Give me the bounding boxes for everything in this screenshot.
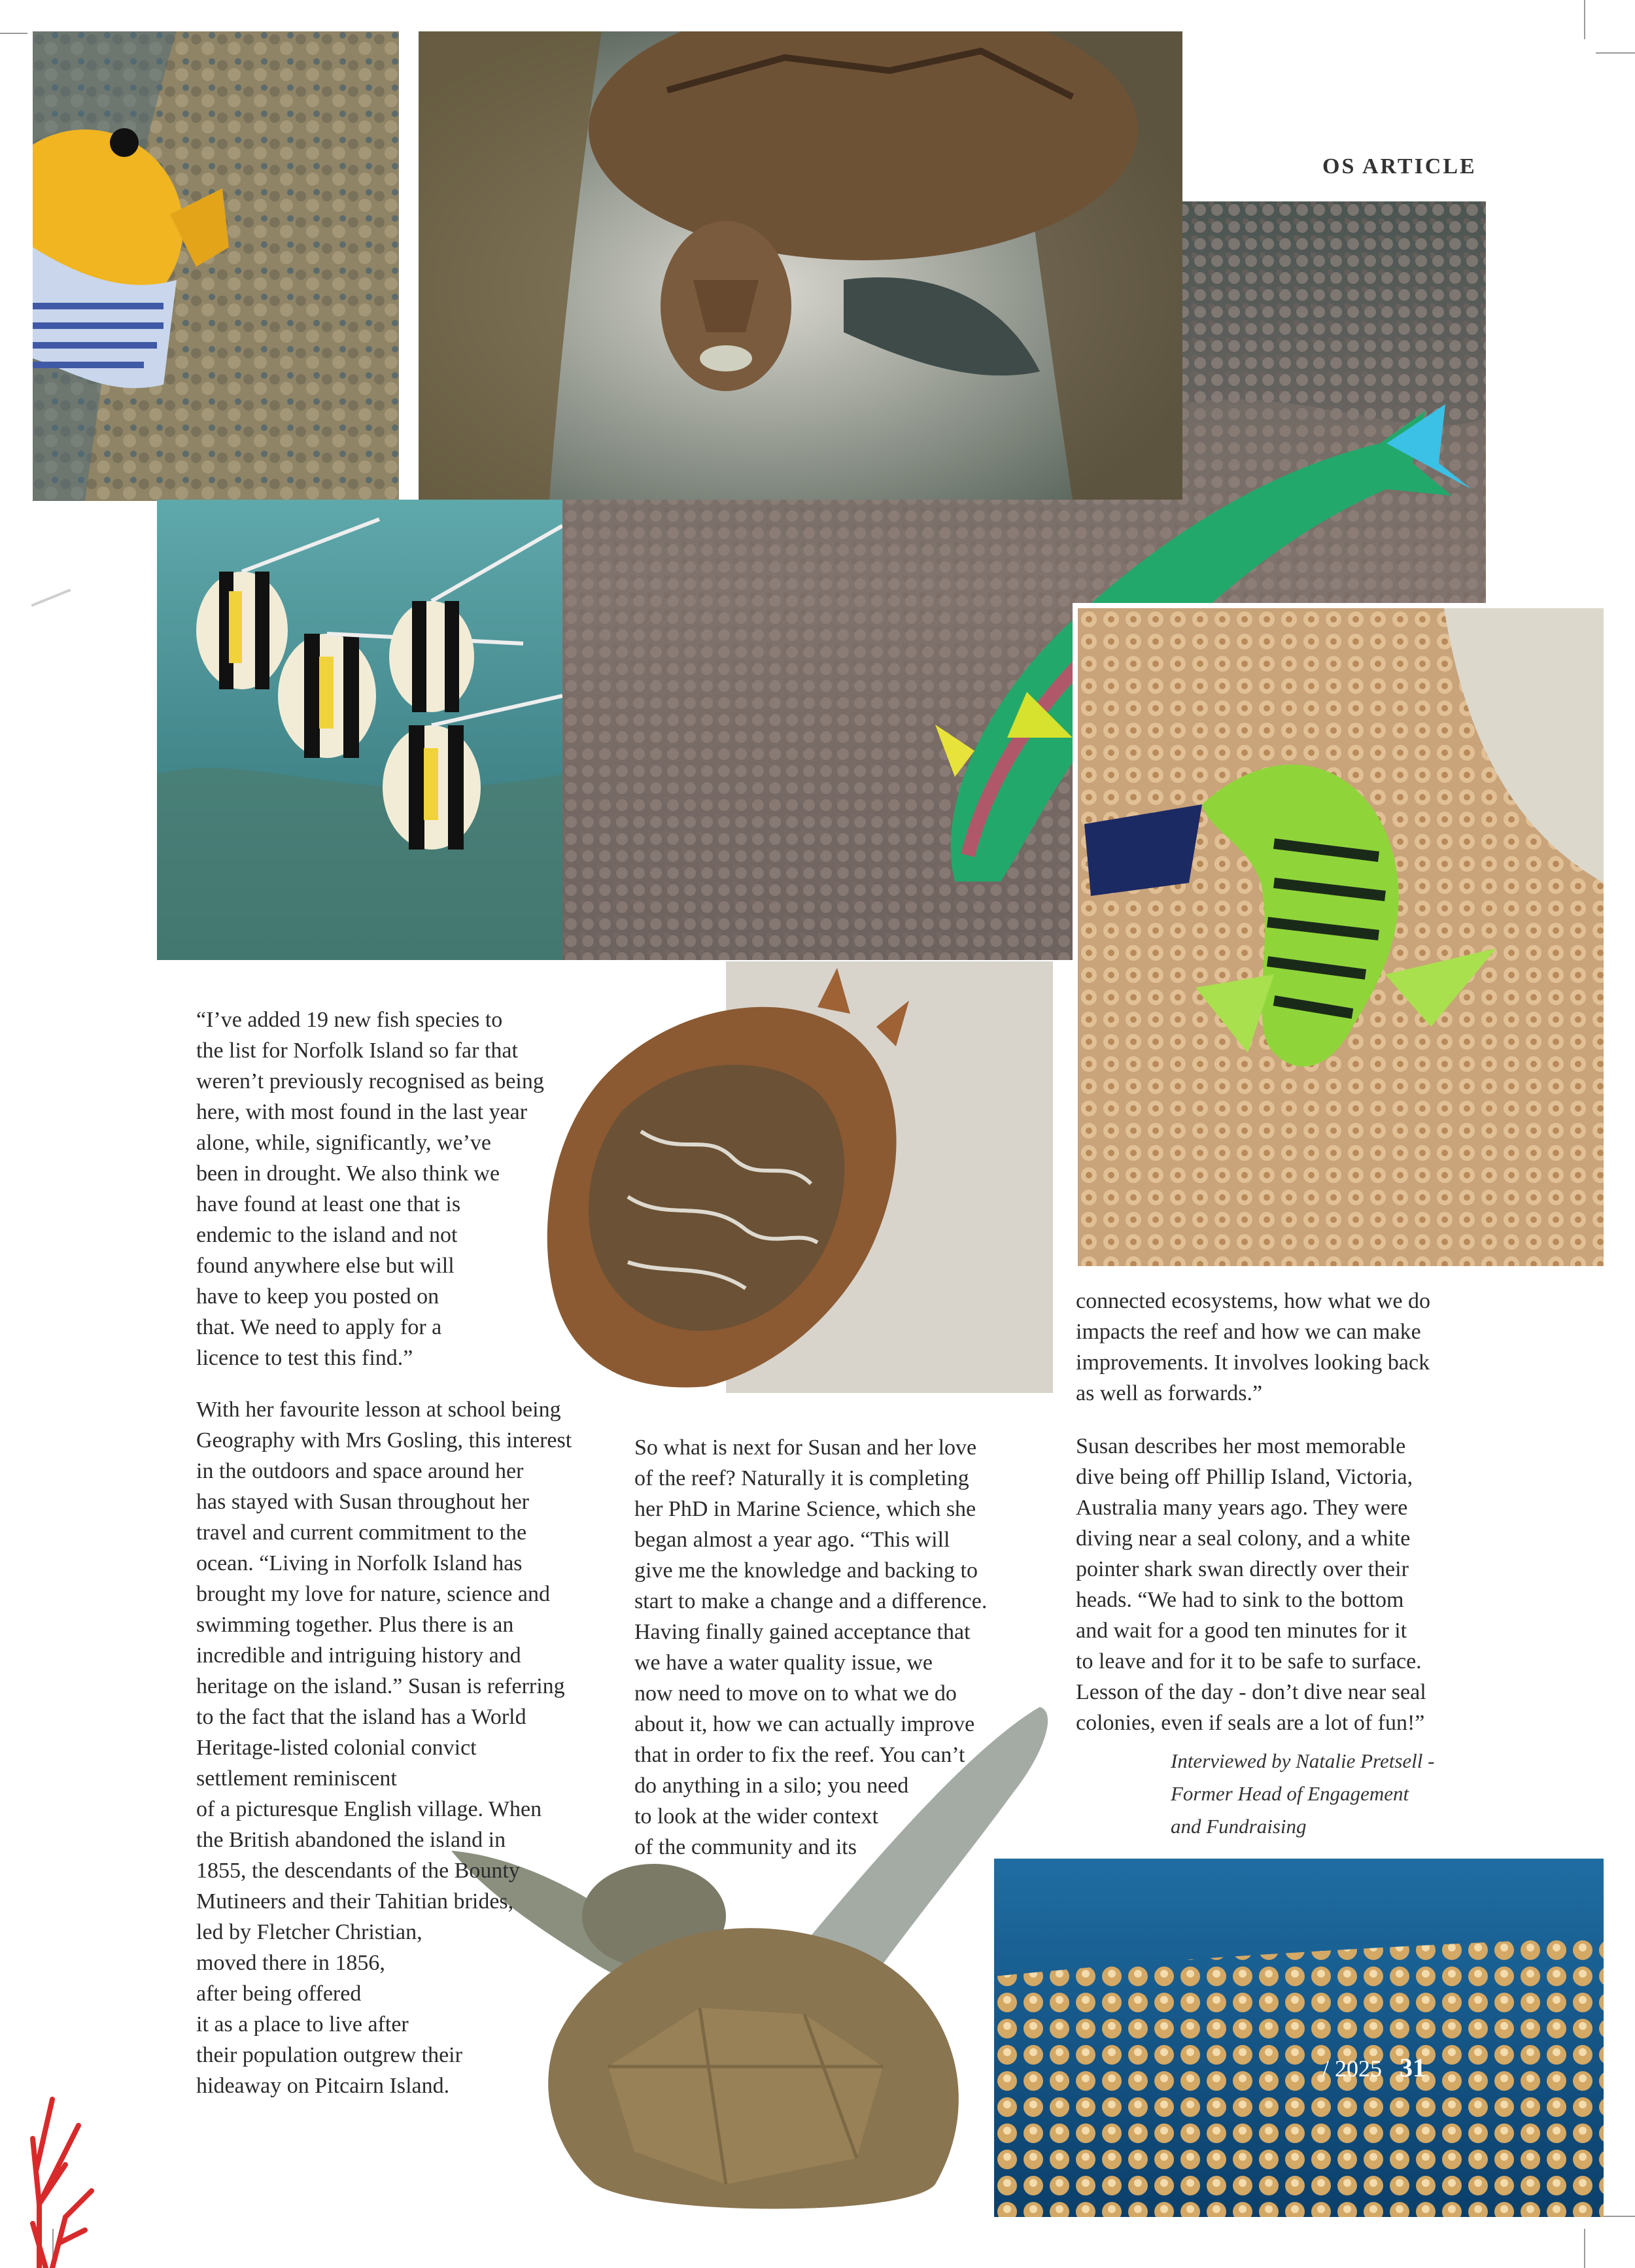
- text-line: that in order to fix the reef. You can’t: [634, 1743, 965, 1767]
- text-line: heads. “We had to sink to the bottom: [1076, 1588, 1404, 1612]
- middle-column: [634, 1432, 987, 1863]
- text-line: moved there in 1856,: [196, 1951, 385, 1975]
- text-line: connected ecosystems, how what we do: [1076, 1289, 1430, 1313]
- crop-mark: [1584, 0, 1585, 39]
- text-line: that. We need to apply for a: [196, 1315, 442, 1339]
- text-line: to leave and for it to be safe to surface.: [1076, 1649, 1422, 1674]
- right-column-bottom: [1076, 1431, 1426, 1738]
- text-line: give me the knowledge and backing to: [634, 1558, 978, 1583]
- text-line: travel and current commitment to the: [196, 1521, 527, 1545]
- text-line: do anything in a silo; you need: [634, 1774, 909, 1798]
- butterflyfish-photo: [33, 31, 399, 501]
- text-line: here, with most found in the last year: [196, 1100, 528, 1124]
- text-line: after being offered: [196, 1982, 362, 2006]
- text-line: of the community and its: [634, 1835, 857, 1859]
- text-line: incredible and intriguing history and: [196, 1643, 521, 1668]
- crop-mark: [1596, 52, 1635, 54]
- interview-credit: [1171, 1745, 1434, 1843]
- turtle-top-photo: [419, 31, 1182, 500]
- text-line: Having finally gained acceptance that: [634, 1620, 971, 1644]
- text-line: been in drought. We also think we: [196, 1161, 500, 1186]
- text-line: With her favourite lesson at school being: [196, 1398, 561, 1422]
- text-line: it as a place to live after: [196, 2012, 409, 2036]
- text-line: found anywhere else but will: [196, 1254, 455, 1278]
- text-line: “I’ve added 19 new fish species to: [196, 1008, 503, 1032]
- text-line: Susan describes her most memorable: [1076, 1434, 1406, 1458]
- text-line: pointer shark swan directly over their: [1076, 1557, 1409, 1581]
- text-line: led by Fletcher Christian,: [196, 1920, 422, 1944]
- text-line: Lesson of the day - don’t dive near seal: [1076, 1680, 1426, 1704]
- text-line: diving near a seal colony, and a white: [1076, 1526, 1411, 1551]
- text-line: So what is next for Susan and her love: [634, 1435, 977, 1460]
- text-line: to look at the wider context: [634, 1804, 878, 1829]
- text-line: Heritage-listed colonial convict: [196, 1736, 477, 1760]
- text-line: the British abandoned the island in: [196, 1828, 506, 1852]
- crop-mark: [1584, 2229, 1585, 2268]
- text-line: weren’t previously recognised as being: [196, 1069, 544, 1093]
- text-line: dive being off Phillip Island, Victoria,: [1076, 1465, 1413, 1489]
- text-line: began almost a year ago. “This will: [634, 1528, 950, 1552]
- text-line: licence to test this find.”: [196, 1346, 413, 1370]
- margin-stroke: [31, 589, 71, 607]
- issue-year: / 2025: [1322, 2055, 1383, 2082]
- quote-column: [196, 1005, 544, 1373]
- text-line: brought my love for nature, science and: [196, 1582, 550, 1606]
- text-line: as well as forwards.”: [1076, 1381, 1263, 1405]
- text-line: in the outdoors and space around her: [196, 1459, 524, 1483]
- text-line: heritage on the island.” Susan is referring: [196, 1674, 565, 1698]
- text-line: 1855, the descendants of the Bounty: [196, 1859, 520, 1883]
- text-line: have found at least one that is: [196, 1192, 461, 1216]
- text-line: of the reef? Naturally it is completing: [634, 1466, 969, 1490]
- text-line: endemic to the island and not: [196, 1223, 458, 1247]
- credit-line: and Fundraising: [1171, 1815, 1307, 1838]
- green-fish-photo: [1078, 608, 1604, 1266]
- text-line: Mutineers and their Tahitian brides,: [196, 1889, 514, 1914]
- left-column: [196, 1394, 572, 2101]
- text-line: their population outgrew their: [196, 2043, 462, 2067]
- text-line: have to keep you posted on: [196, 1284, 439, 1309]
- section-label: OS ARTICLE: [1322, 154, 1477, 179]
- text-line: her PhD in Marine Science, which she: [634, 1497, 976, 1521]
- text-line: alone, while, significantly, we’ve: [196, 1131, 491, 1155]
- right-column-top: [1076, 1286, 1430, 1409]
- text-line: the list for Norfolk Island so far that: [196, 1039, 518, 1063]
- text-line: impacts the reef and how we can make: [1076, 1320, 1421, 1344]
- red-coral: [26, 2008, 98, 2268]
- credit-line: Interviewed by Natalie Pretsell -: [1171, 1749, 1435, 1772]
- text-line: Australia many years ago. They were: [1076, 1496, 1408, 1520]
- text-line: improvements. It involves looking back: [1076, 1350, 1430, 1375]
- text-line: settlement reminiscent: [196, 1766, 397, 1791]
- text-line: ocean. “Living in Norfolk Island has: [196, 1551, 523, 1575]
- text-line: swimming together. Plus there is an: [196, 1613, 514, 1637]
- credit-line: Former Head of Engagement: [1171, 1782, 1409, 1805]
- text-line: of a picturesque English village. When: [196, 1797, 542, 1821]
- moorish-idols-photo: [157, 500, 562, 960]
- text-line: hideaway on Pitcairn Island.: [196, 2074, 450, 2098]
- sea-hare-photo: [510, 961, 1053, 1393]
- page-number: 31: [1400, 2053, 1426, 2082]
- text-line: we have a water quality issue, we: [634, 1651, 933, 1675]
- text-line: now need to move on to what we do: [634, 1681, 957, 1706]
- text-line: and wait for a good ten minutes for it: [1076, 1619, 1407, 1643]
- text-line: Geography with Mrs Gosling, this interest: [196, 1428, 572, 1452]
- text-line: start to make a change and a difference.: [634, 1589, 988, 1613]
- text-line: to the fact that the island has a World: [196, 1705, 526, 1729]
- text-line: colonies, even if seals are a lot of fun!”: [1076, 1711, 1425, 1735]
- folio: [1322, 2052, 1426, 2083]
- text-line: about it, how we can actually improve: [634, 1712, 975, 1736]
- text-line: has stayed with Susan throughout her: [196, 1490, 529, 1514]
